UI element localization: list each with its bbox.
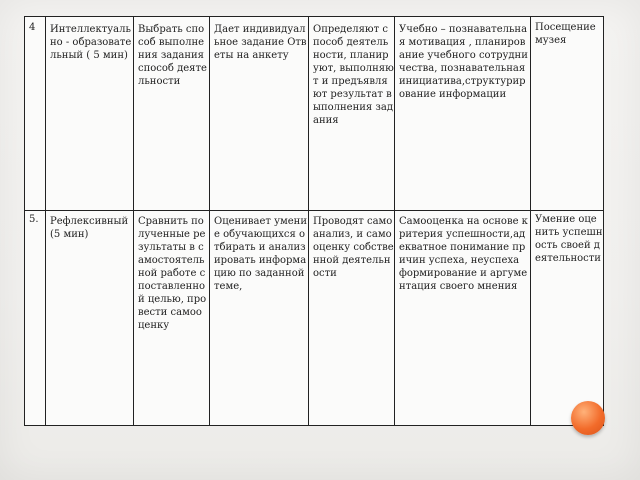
stage-cell: Интеллектуально - образовательный ( 5 мин) (50, 24, 132, 61)
tasks-cell: Сравнить полученные результаты в самостоятельной работе с поставленной целью, провести самооценку (138, 216, 207, 331)
row-number: 4 (29, 22, 36, 33)
result-cell: Посещение музея (535, 22, 596, 46)
stage-cell: Рефлексивный (5 мин) (50, 216, 129, 240)
row-divider (25, 210, 603, 211)
uud-cell: Учебно – познавательная мотивация , планирование учебного сотрудничества, познавательная инициатива,структурирование информации (399, 24, 528, 100)
orange-orb-icon (571, 401, 605, 435)
teacher-activity-cell: Дает индивидуальное задание Ответы на анкету (214, 24, 307, 61)
students-activity-cell: Проводят самоанализ, и самооценку собственной деятельности (313, 216, 394, 279)
teacher-activity-cell: Оценивает умение обучающихся отбирать и анализировать информацию по заданной теме, (214, 216, 308, 292)
uud-cell: Самооценка на основе критерия успешности,адекватное понимание причин успеха, неуспеха формирование и аргументация своего мнения (399, 216, 528, 292)
row-number: 5. (29, 214, 39, 225)
tasks-cell: Выбрать способ выполнения задания способ деятельности (138, 24, 207, 87)
result-cell: Умение оценить успешность своей деятельности (535, 214, 603, 264)
lesson-plan-table (24, 16, 604, 426)
students-activity-cell: Определяют способ деятельности, планируют, выполняют и предъявляют результат выполнения задания (313, 24, 394, 126)
